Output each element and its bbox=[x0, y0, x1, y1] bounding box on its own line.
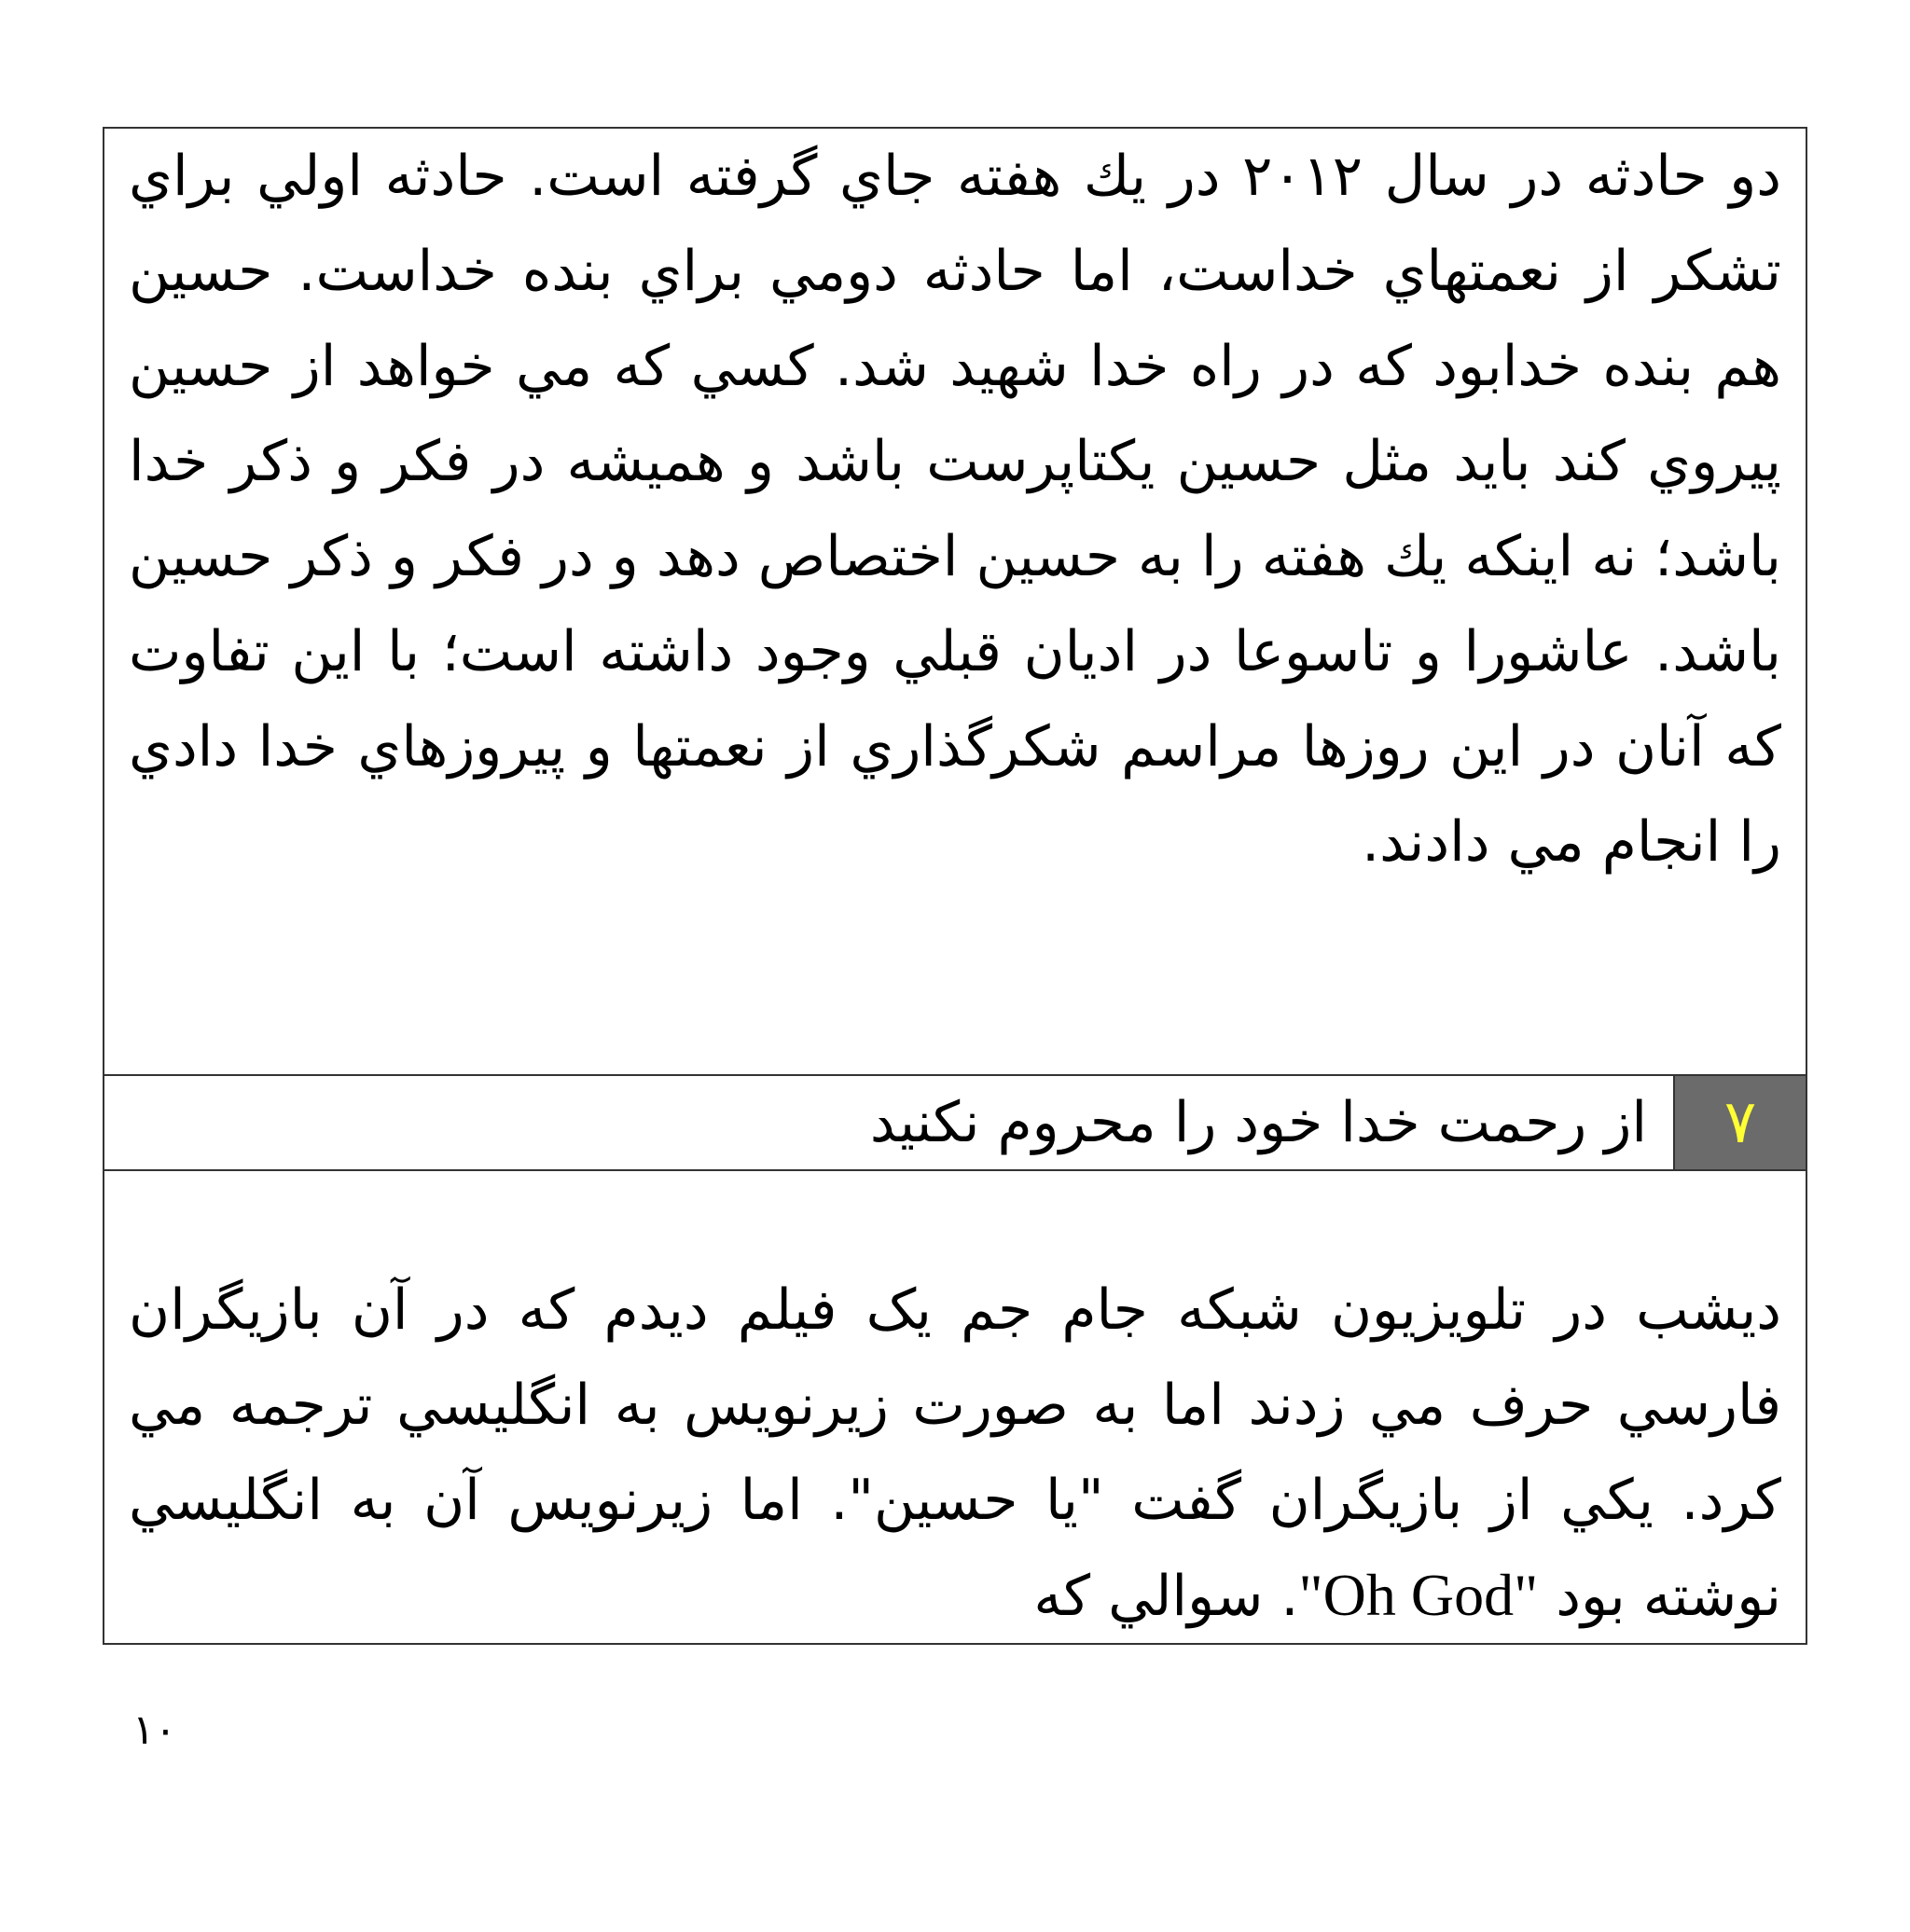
section-number-badge: ۷ bbox=[1673, 1076, 1806, 1169]
section-heading-row bbox=[104, 1076, 1806, 1171]
paragraph-cell-bottom bbox=[104, 1171, 1806, 1643]
paragraph-bottom-text: ديشب در تلويزيون شبكه جام جم يک فيلم ديدم كه در آن بازيگران فارسي حرف مي زدند اما به صورت زيرنويس به انگليسي ترجمه مي كرد. يكي از بازيگران گفت "يا حسين". اما زيرنويس آن به انگليسي نوشته بود bbox=[129, 1277, 1781, 1629]
page-number: ۱۰ bbox=[132, 1706, 177, 1754]
paragraph-bottom bbox=[104, 1171, 1806, 1643]
english-quote: "Oh God" bbox=[1298, 1562, 1539, 1628]
content-table bbox=[103, 127, 1807, 1645]
section-title: از رحمت خدا خود را محروم نكنيد bbox=[869, 1090, 1647, 1155]
paragraph-top: دو حادثه در سال ۲۰۱۲ در يك هفته جاي گرفته است. حادثه اولي براي تشكر از نعمتهاي خداست، اما حادثه دومي براي بنده خداست. حسين هم بنده خدابود كه در راه خدا شهيد شد. كسي كه مي خواهد از حسين پيروي كند بايد مثل حسين يكتاپرست باشد و هميشه در فكر و ذكر خدا باشد؛ نه اينكه يك هفته را به حسين اختصاص دهد و در فكر و ذكر حسين باشد. عاشورا و تاسوعا در اديان قبلي وجود داشته است؛ با اين تفاوت كه آنان در اين روزها مراسم شكرگذاري از نعمتها و پيروزهاي خدا دادي را انجام مي دادند. bbox=[129, 144, 1781, 875]
paragraph-bottom-text-end: . سوالي كه bbox=[1033, 1564, 1299, 1629]
paragraph-cell-top bbox=[104, 129, 1806, 1076]
